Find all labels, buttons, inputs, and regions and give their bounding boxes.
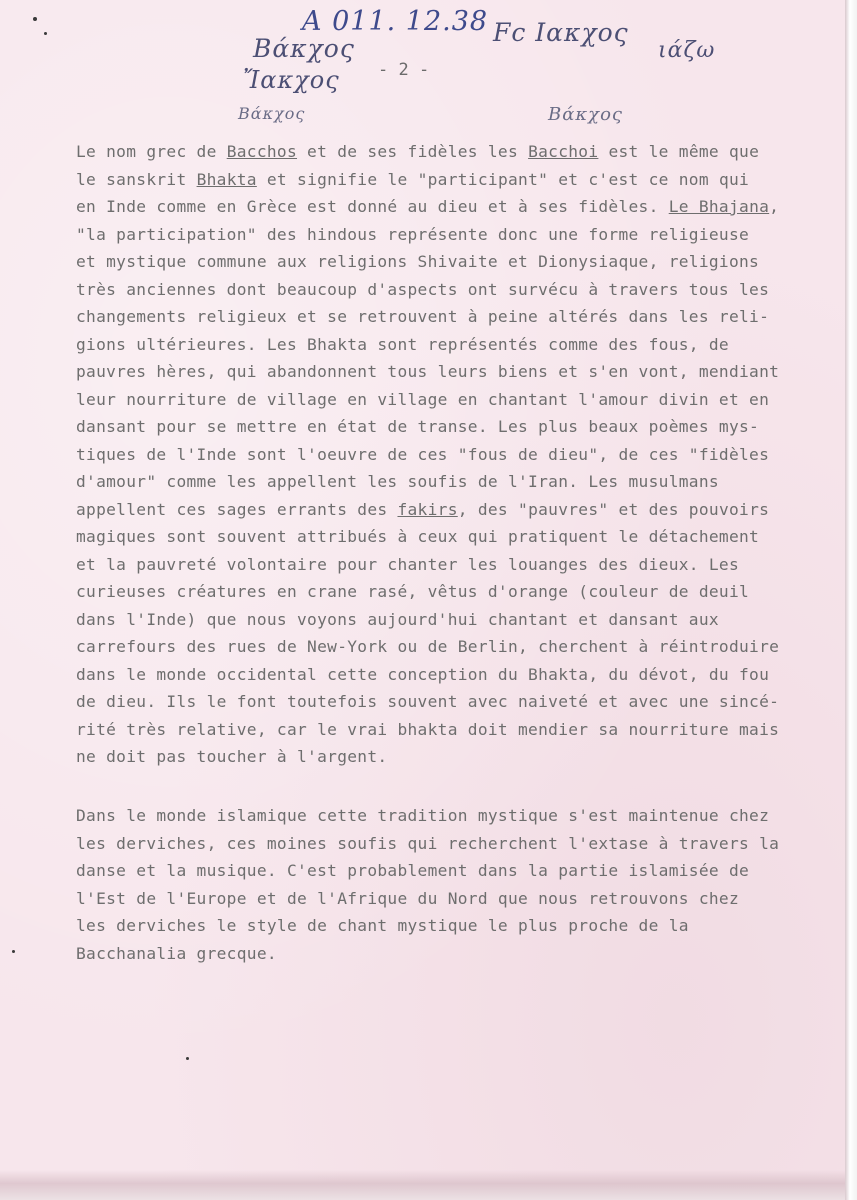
handwritten-note-fc-iakchos: Fc Ιακχος: [493, 18, 629, 47]
text-segment: pauvres hères, qui abandonnent tous leurs biens et s'en vont, mendiant: [76, 362, 780, 381]
text-line: [76, 912, 836, 940]
underlined-term: fakirs: [397, 499, 458, 519]
text-line: [76, 276, 836, 304]
text-line: [76, 857, 836, 885]
text-segment: gions ultérieures. Les Bhakta sont représentés comme des fous, de: [76, 334, 729, 354]
text-line: [76, 688, 836, 716]
text-segment: de dieu. Ils le font toutefois souvent avec naiveté et avec une sincé-: [76, 692, 780, 711]
archive-number-annotation: A 011. 12.38: [302, 6, 489, 37]
text-line: [76, 830, 836, 858]
handwritten-note-iazo: ιάζω: [658, 38, 716, 63]
text-line: [76, 386, 836, 414]
text-segment: Le nom grec de: [76, 142, 227, 161]
page-number: - 2 -: [378, 60, 430, 80]
text-line: [76, 940, 836, 968]
text-line: [76, 193, 836, 221]
ink-speck: [44, 32, 47, 35]
bottom-fold-shadow: [0, 1170, 845, 1200]
ink-speck: [186, 1057, 189, 1060]
text-segment: en Inde comme en Grèce est donné au dieu et à ses fidèles.: [76, 197, 669, 216]
text-line: [76, 661, 836, 689]
text-line: [76, 606, 836, 634]
text-line: [76, 523, 836, 551]
text-line: [76, 496, 836, 524]
text-segment: ne doit pas toucher à l'argent.: [76, 747, 388, 766]
text-line: [76, 802, 836, 830]
text-line: [76, 166, 836, 194]
text-segment: les derviches le style de chant mystique le plus proche de la: [76, 916, 689, 935]
text-line: [76, 248, 836, 276]
handwritten-note-iakchos: Ἴακχος: [243, 66, 340, 94]
text-line: [76, 413, 836, 441]
text-segment: d'amour" comme les appellent les soufis de l'Iran. Les musulmans: [76, 472, 719, 491]
page-edge: [845, 0, 857, 1200]
text-segment: carrefours des rues de New-York ou de Berlin, cherchent à réintroduire: [76, 637, 780, 656]
text-segment: et de ses fidèles les: [297, 142, 529, 161]
text-segment: changements religieux et se retrouvent à peine altérés dans les reli-: [76, 307, 770, 326]
text-segment: très anciennes dont beaucoup d'aspects ont survécu à travers tous les: [76, 279, 770, 299]
text-segment: les derviches, ces moines soufis qui recherchent l'extase à travers la: [76, 833, 780, 853]
text-line: [76, 303, 836, 331]
text-segment: "la participation" des hindous représente donc une forme religieuse: [76, 224, 750, 244]
text-segment: est le même que: [598, 142, 760, 161]
text-segment: magiques sont souvent attribués à ceux qui pratiquent le détachement: [76, 527, 760, 546]
text-line: [76, 441, 836, 469]
text-line: [76, 578, 836, 606]
text-segment: le sanskrit: [76, 169, 197, 189]
underlined-term: Le Bhajana: [668, 197, 770, 216]
text-segment: danse et la musique. C'est probablement dans la partie islamisée de: [76, 861, 750, 880]
text-segment: ,: [769, 197, 780, 216]
text-segment: rité très relative, car le vrai bhakta doit mendier sa nourriture mais: [76, 719, 780, 739]
underlined-term: Bhakta: [196, 169, 257, 189]
text-segment: Bacchanalia grecque.: [76, 943, 277, 963]
text-segment: et mystique commune aux religions Shivaite et Dionysiaque, religions: [76, 252, 760, 271]
paragraph-derviches: [76, 802, 836, 967]
text-segment: curieuses créatures en crane rasé, vêtus d'orange (couleur de deuil: [76, 582, 750, 601]
text-segment: et signifie le "participant" et c'est ce nom qui: [256, 169, 750, 189]
text-line: [76, 885, 836, 913]
handwritten-note-bakchos-small-left: Βάκχος: [238, 104, 306, 123]
underlined-term: Bacchoi: [528, 142, 599, 161]
handwritten-note-bakchos: Βάκχος: [253, 34, 355, 63]
text-segment: leur nourriture de village en village en chantant l'amour divin et en: [76, 389, 770, 409]
handwritten-note-bakchos-small-right: Βάκχος: [548, 104, 624, 125]
text-line: [76, 331, 836, 359]
text-line: [76, 551, 836, 579]
text-line: [76, 716, 836, 744]
text-segment: Dans le monde islamique cette tradition mystique s'est maintenue chez: [76, 806, 770, 825]
text-segment: dans le monde occidental cette conception du Bhakta, du dévot, du fou: [76, 664, 770, 684]
text-segment: l'Est de l'Europe et de l'Afrique du Nord que nous retrouvons chez: [76, 888, 740, 908]
text-segment: tiques de l'Inde sont l'oeuvre de ces "fous de dieu", de ces "fidèles: [76, 444, 770, 464]
text-line: [76, 743, 836, 771]
ink-speck: [33, 17, 37, 21]
text-segment: , des "pauvres" et des pouvoirs: [457, 499, 770, 519]
text-line: [76, 468, 836, 496]
text-segment: et la pauvreté volontaire pour chanter les louanges des dieux. Les: [76, 554, 740, 574]
underlined-term: Bacchos: [226, 142, 298, 161]
text-line: [76, 358, 836, 386]
text-segment: appellent ces sages errants des: [76, 499, 398, 519]
ink-speck: [12, 950, 15, 953]
text-segment: dans l'Inde) que nous voyons aujourd'hui chantant et dansant aux: [76, 609, 719, 629]
text-line: [76, 221, 836, 249]
paragraph-bacchos: [76, 138, 836, 771]
text-line: [76, 138, 836, 166]
text-line: [76, 633, 836, 661]
text-segment: dansant pour se mettre en état de transe. Les plus beaux poèmes mys-: [76, 417, 760, 436]
